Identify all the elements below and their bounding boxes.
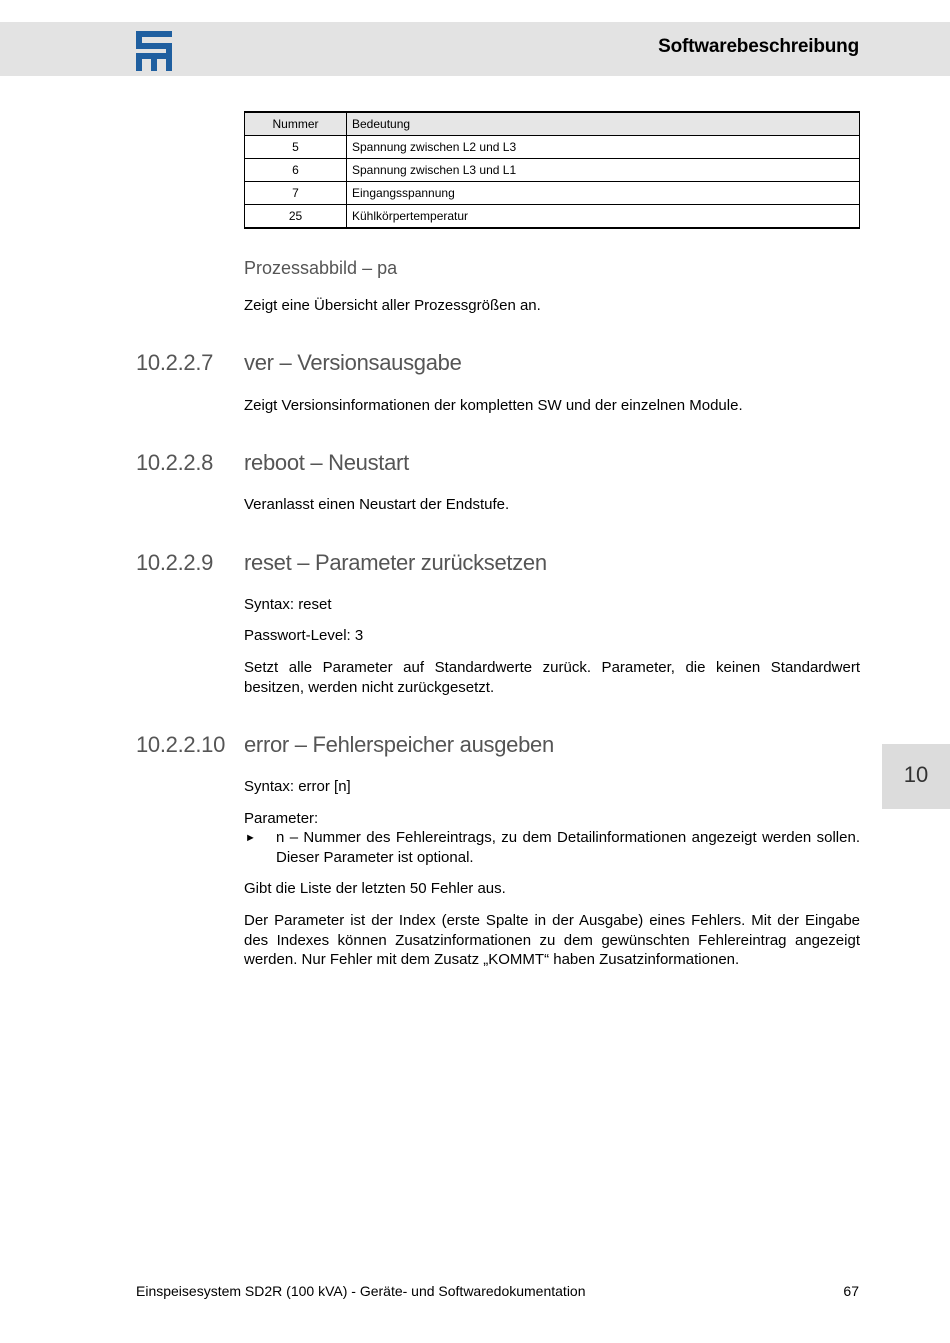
section-paragraph: Zeigt Versionsinformationen der kompletten SW und der einzelnen Module. [244,397,743,414]
section-number: 10.2.2.9 [136,550,214,575]
footer-document-title: Einspeisesystem SD2R (100 kVA) - Geräte- und Softwaredokumentation [136,1283,586,1299]
table-cell-meaning: Spannung zwischen L2 und L3 [347,136,860,159]
section-title: reboot – Neustart [244,450,409,475]
process-heading: Prozessabbild – pa [244,258,398,278]
section-paragraph: Setzt alle Parameter auf Standardwerte zurück. Parameter, die keinen Standardwert besitzen, werden nicht zurückgesetzt. [244,659,860,696]
table-header-row [245,112,860,136]
table-cell-number: 5 [245,136,347,159]
page-number: 67 [843,1283,859,1299]
parameter-table [244,111,860,229]
company-logo-icon [136,31,172,71]
table-cell-meaning: Spannung zwischen L3 und L1 [347,159,860,182]
section-title: reset – Parameter zurücksetzen [244,550,547,575]
section-title: ver – Versionsausgabe [244,350,462,375]
chapter-tab [882,744,950,809]
section-number: 10.2.2.8 [136,450,214,475]
header-title: Softwarebeschreibung [658,36,859,57]
table-cell-meaning: Kühlkörpertemperatur [347,205,860,229]
column-header: Bedeutung [347,112,860,136]
section-title: error – Fehlerspeicher ausgeben [244,732,554,757]
table-cell-meaning: Eingangsspannung [347,182,860,205]
section-number: 10.2.2.10 [136,732,226,757]
table-cell-number: 25 [245,205,347,229]
table-row [245,205,860,229]
chapter-tab-label: 10 [903,762,929,787]
table-row [245,182,860,205]
table-row [245,159,860,182]
parameter-label: Parameter: [244,810,319,827]
table-cell-number: 6 [245,159,347,182]
triangle-bullet-icon: ► [245,832,256,844]
column-header: Nummer [245,112,347,136]
table-cell-number: 7 [245,182,347,205]
section-paragraph: Der Parameter ist der Index (erste Spalte in der Ausgabe) eines Fehlers. Mit der Eingabe des Indexes können Zusatzinformationen zu dem gewünschten Fehlereintrag angezeigt werden. Nur Fehler mit dem Zusatz „KOMMT“ haben Zusatzinformationen. [244,912,860,968]
table-row [245,136,860,159]
process-text: Zeigt eine Übersicht aller Prozessgrößen an. [244,297,541,314]
syntax-line: Syntax: error [n] [244,778,351,795]
section-paragraph: Veranlasst einen Neustart der Endstufe. [244,496,510,513]
section-paragraph: Gibt die Liste der letzten 50 Fehler aus. [244,880,506,897]
section-number: 10.2.2.7 [136,350,214,375]
password-level-line: Passwort-Level: 3 [244,627,364,644]
syntax-line: Syntax: reset [244,596,332,613]
bullet-item: n – Nummer des Fehlereintrags, zu dem Detailinformationen angezeigt werden sollen. Dieser Parameter ist optional. [276,829,860,866]
